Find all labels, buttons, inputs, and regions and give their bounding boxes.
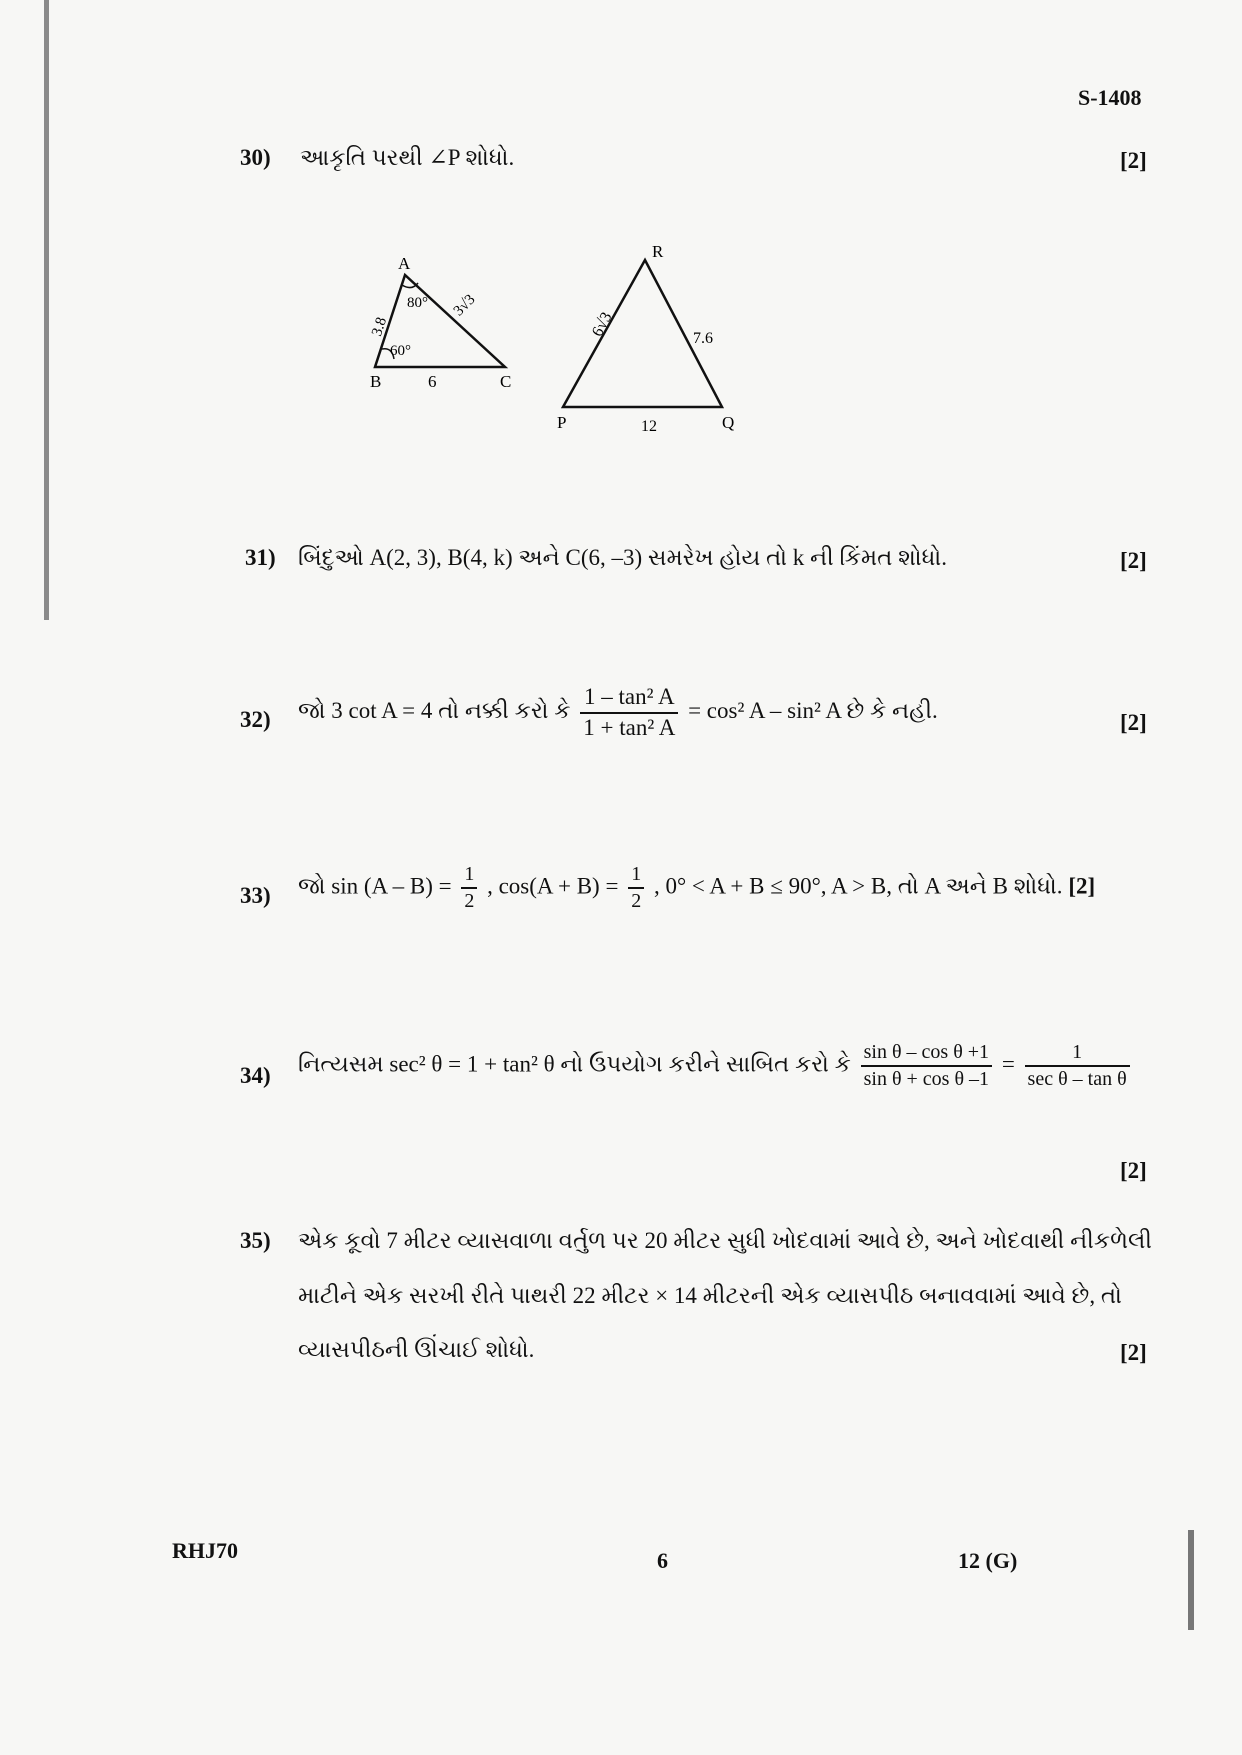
- question-number-31: 31): [245, 545, 276, 570]
- footer-code: RHJ70: [172, 1538, 238, 1563]
- q34-fraction-1-numerator: sin θ – cos θ +1: [861, 1040, 992, 1067]
- q33-fraction-2-denominator: 2: [631, 890, 642, 912]
- q33-fraction-2-numerator: 1: [628, 862, 644, 889]
- q34-fraction-2-numerator: 1: [1025, 1040, 1130, 1067]
- label-angle-b: 60°: [390, 343, 411, 359]
- label-side-bc: 6: [428, 372, 437, 391]
- q34-equals: =: [1001, 1051, 1015, 1077]
- triangle-pqr: [557, 245, 734, 435]
- question-35-line-1: એક કૂવો 7 મીટર વ્યાસવાળા વર્તુળ પર 20 મીટર સુધી ખોદવામાં આવે છે, અને ખોદવાથી નીકળેલી: [298, 1228, 1152, 1253]
- label-r: R: [652, 245, 664, 261]
- question-number-35: 35): [240, 1228, 271, 1253]
- q33-fraction-1: [461, 862, 477, 914]
- question-text-31: બિંદુઓ A(2, 3), B(4, k) અને C(6, –3) સમરેખ હોય તો k ની કિંમત શોધો.: [298, 545, 947, 570]
- question-number-30: 30): [240, 145, 271, 170]
- q32-fraction: [580, 683, 678, 743]
- question-35-line-2: માટીને એક સરખી રીતે પાથરી 22 મીટર × 14 મીટરની એક વ્યાસપીઠ બનાવવામાં આવે છે, તો: [298, 1283, 1122, 1308]
- q33-part1: જો sin (A – B) =: [298, 873, 452, 899]
- question-number-32: 32): [240, 707, 271, 732]
- label-a: A: [398, 254, 411, 273]
- question-text-32: [298, 683, 938, 743]
- q32-fraction-denominator: 1 + tan² A: [583, 714, 676, 740]
- paper-code: S-1408: [1078, 85, 1142, 110]
- label-side-pr: 6√3: [588, 309, 616, 340]
- q33-fraction-1-denominator: 2: [464, 890, 475, 912]
- label-angle-a: 80°: [407, 295, 428, 311]
- q34-fraction-2: [1025, 1040, 1130, 1092]
- question-text-30: આકૃતિ પરથી ∠P શોધો.: [300, 145, 515, 170]
- q34-fraction-1-denominator: sin θ + cos θ –1: [863, 1068, 990, 1090]
- question-number-34: 34): [240, 1063, 271, 1088]
- question-marks-34: [2]: [1120, 1158, 1147, 1183]
- triangles-figure: [360, 245, 780, 445]
- q32-prefix: જો 3 cot A = 4 તો નક્કી કરો કે: [298, 698, 571, 724]
- question-text-33: [298, 862, 1095, 914]
- q33-part3: , 0° < A + B ≤ 90°, A > B, તો A અને B શોધો.: [653, 873, 1063, 899]
- q34-fraction-2-denominator: sec θ – tan θ: [1027, 1068, 1127, 1090]
- label-side-qr: 7.6: [693, 330, 713, 347]
- footer-page-number: 6: [657, 1548, 668, 1573]
- q33-part2: , cos(A + B) =: [487, 873, 619, 899]
- label-p: P: [557, 413, 567, 432]
- page-edge-shadow-right: [1188, 1530, 1194, 1630]
- label-b: B: [370, 372, 382, 391]
- q33-fraction-1-numerator: 1: [461, 862, 477, 889]
- question-marks-30: [2]: [1120, 148, 1147, 173]
- question-marks-35: [2]: [1120, 1340, 1147, 1365]
- question-marks-32: [2]: [1120, 710, 1147, 735]
- q34-fraction-1: [861, 1040, 992, 1092]
- label-c: C: [500, 372, 512, 391]
- question-35-line-3: વ્યાસપીઠની ઊંચાઈ શોધો.: [298, 1337, 535, 1362]
- question-text-34: [298, 1040, 1134, 1092]
- q33-fraction-2: [628, 862, 644, 914]
- question-number-33: 33): [240, 883, 271, 908]
- label-q: Q: [722, 413, 735, 432]
- q32-fraction-numerator: 1 – tan² A: [580, 683, 678, 714]
- page-edge-shadow-left: [44, 0, 49, 620]
- triangle-abc: [369, 254, 511, 391]
- question-marks-33: [2]: [1068, 873, 1096, 899]
- label-side-ac: 3√3: [450, 291, 479, 320]
- question-marks-31: [2]: [1120, 548, 1147, 573]
- label-side-pq: 12: [641, 418, 657, 435]
- footer-subject-code: 12 (G): [958, 1548, 1018, 1573]
- q34-prefix: નિત્યસમ sec² θ = 1 + tan² θ નો ઉપયોગ કરીને સાબિત કરો કે: [298, 1051, 851, 1077]
- label-side-ab: 3.8: [369, 315, 391, 339]
- q32-suffix: = cos² A – sin² A છે કે નહી.: [688, 698, 938, 724]
